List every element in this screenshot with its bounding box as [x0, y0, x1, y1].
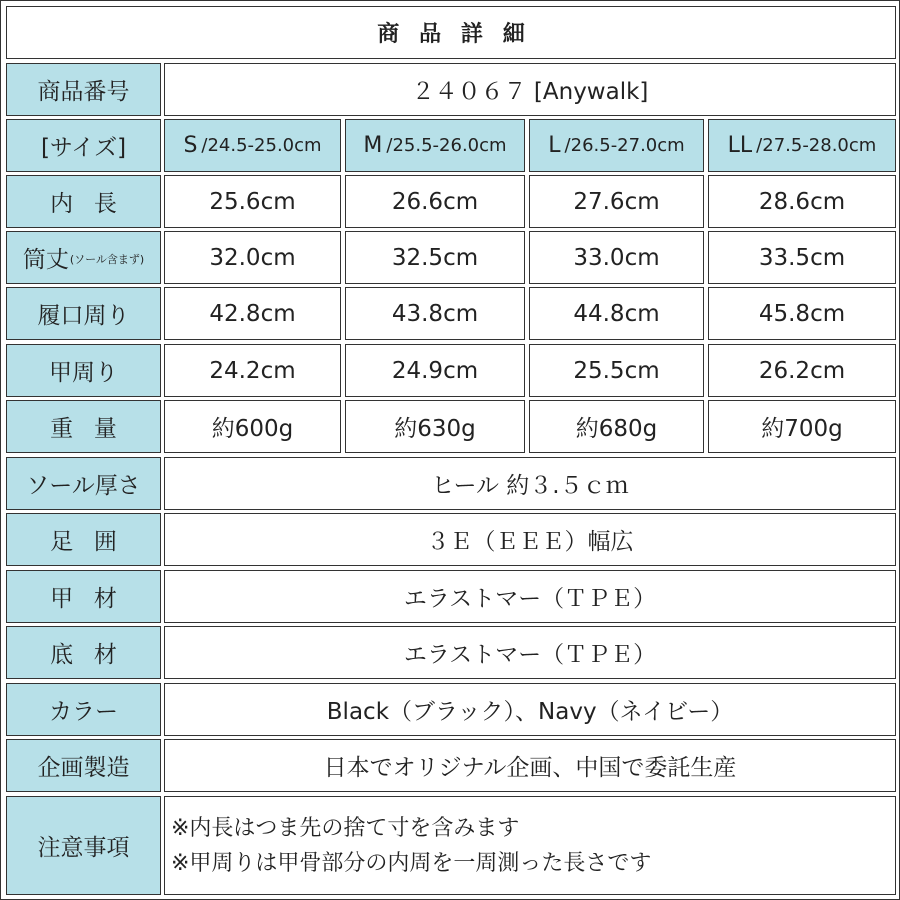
value-sole-thickness: ヒール 約３.５ｃｍ [164, 457, 896, 510]
size-name: M [363, 133, 383, 158]
size-name: L [548, 133, 561, 158]
value-manufacturing: 日本でオリジナル企画、中国で委託生産 [164, 739, 896, 792]
size-header-l [529, 119, 704, 172]
inner-length-s: 25.6cm [164, 175, 341, 228]
opening-ll: 45.8cm [708, 287, 896, 340]
notes-box [164, 796, 896, 895]
label-color: カラー [6, 683, 161, 736]
label-weight: 重量 [6, 400, 161, 453]
size-range: /27.5-28.0cm [756, 135, 877, 156]
label-notes: 注意事項 [6, 796, 161, 895]
weight-m: 約630g [345, 400, 525, 453]
size-name: LL [727, 133, 753, 158]
label-sole-thickness: ソール厚さ [6, 457, 161, 510]
page-title: 商品詳細 [6, 6, 896, 59]
weight-l: 約680g [529, 400, 704, 453]
label-upper-material: 甲材 [6, 570, 161, 623]
inner-length-l: 27.6cm [529, 175, 704, 228]
inner-length-m: 26.6cm [345, 175, 525, 228]
value-upper-material: エラストマー（ＴＰＥ） [164, 570, 896, 623]
size-name: S [183, 133, 198, 158]
instep-l: 25.5cm [529, 344, 704, 397]
opening-m: 43.8cm [345, 287, 525, 340]
shaft-height-text: 筒丈 [22, 247, 69, 273]
note-line: ※甲周りは甲骨部分の内周を一周測った長さです [171, 850, 652, 876]
size-range: /24.5-25.0cm [201, 135, 322, 156]
instep-m: 24.9cm [345, 344, 525, 397]
label-size: [サイズ] [6, 119, 161, 172]
label-manufacturing: 企画製造 [6, 739, 161, 792]
size-header-ll [708, 119, 896, 172]
instep-ll: 26.2cm [708, 344, 896, 397]
shaft-height-note: (ソール含まず) [69, 253, 145, 266]
value-color: Black（ブラック）、Navy（ネイビー） [164, 683, 896, 736]
size-range: /26.5-27.0cm [564, 135, 685, 156]
note-line: ※内長はつま先の捨て寸を含みます [171, 815, 520, 841]
label-shaft-height [6, 231, 161, 284]
size-header-m [345, 119, 525, 172]
label-sole-material: 底材 [6, 626, 161, 679]
size-range: /25.5-26.0cm [386, 135, 507, 156]
size-header-s [164, 119, 341, 172]
label-inner-length: 内長 [6, 175, 161, 228]
label-product-number: 商品番号 [6, 63, 161, 116]
shaft-height-l: 33.0cm [529, 231, 704, 284]
value-sole-material: エラストマー（ＴＰＥ） [164, 626, 896, 679]
value-width: ３Ｅ（ＥＥＥ）幅広 [164, 513, 896, 566]
shaft-height-s: 32.0cm [164, 231, 341, 284]
weight-ll: 約700g [708, 400, 896, 453]
label-opening-circumference: 履口周り [6, 287, 161, 340]
label-instep-circumference: 甲周り [6, 344, 161, 397]
inner-length-ll: 28.6cm [708, 175, 896, 228]
shaft-height-ll: 33.5cm [708, 231, 896, 284]
weight-s: 約600g [164, 400, 341, 453]
shaft-height-m: 32.5cm [345, 231, 525, 284]
opening-s: 42.8cm [164, 287, 341, 340]
value-product-number: ２４０６７ [Anywalk] [164, 63, 896, 116]
opening-l: 44.8cm [529, 287, 704, 340]
label-width: 足囲 [6, 513, 161, 566]
instep-s: 24.2cm [164, 344, 341, 397]
